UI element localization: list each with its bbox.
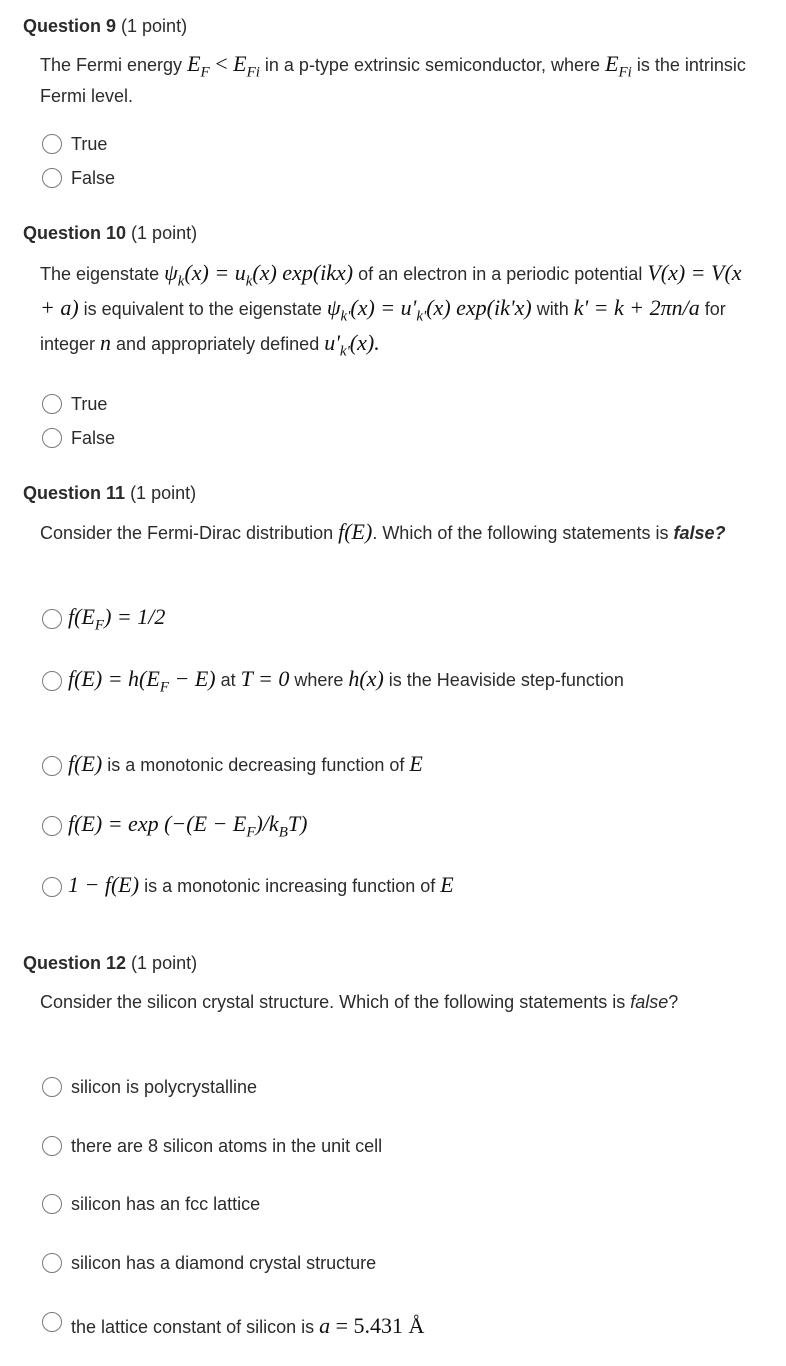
option-e[interactable] [42,873,454,898]
math-expression: − E) [169,666,216,691]
question-text-part: Consider the silicon crystal structure. Which of the following statements is [40,992,631,1012]
math-subscript: Fi [618,64,632,81]
math-expression: u' [324,329,340,355]
math-expression: k' = k + 2πn/a [573,294,700,320]
emphasis-text: false [630,992,669,1012]
math-expression: )/k [255,811,279,836]
math-expression: f(E) = exp (−(E − E [68,811,247,836]
radio-button[interactable] [42,428,62,448]
option-label: silicon is polycrystalline [71,1077,258,1097]
question-text-part: of an electron in a periodic potential [353,264,648,284]
option-true[interactable] [42,132,107,156]
radio-button[interactable] [42,168,62,188]
option-text-part: is a monotonic decreasing function of [102,755,410,775]
math-subscript: F [246,824,256,841]
option-8-atoms[interactable] [42,1134,382,1158]
math-subscript: k' [340,308,351,325]
question-text-part: ? [668,992,679,1012]
radio-button[interactable] [42,609,62,629]
math-subscript: k' [416,308,427,325]
option-label [68,667,708,699]
question-title: Question 12 [23,953,127,973]
math-expression: a [319,1313,331,1338]
option-label: silicon has an fcc lattice [71,1194,261,1214]
math-expression: (x) exp(ikx) [252,260,354,285]
question-text-part: for integer [40,298,726,354]
option-label [68,873,454,898]
question-points: (1 point) [130,483,197,503]
radio-button[interactable] [42,1077,62,1097]
math-expression: E [233,51,247,76]
option-polycrystalline[interactable] [42,1075,257,1099]
option-text-part: at [215,670,241,690]
question-12-header [23,953,197,974]
question-text-part: is equivalent to the eigenstate [78,298,327,319]
math-expression: ψ [164,260,178,285]
math-expression: ψ [326,294,341,320]
option-fcc-lattice[interactable] [42,1192,260,1216]
question-text-part: with [531,298,574,319]
option-label: False [71,428,116,448]
option-label: True [71,134,108,154]
option-a[interactable] [42,605,165,637]
question-text-part: is the intrinsic Fermi level. [40,55,746,107]
question-text-part: Consider the Fermi-Dirac distribution [40,523,339,543]
math-expression: = 5.431 Å [330,1313,425,1338]
question-9-text [40,52,760,108]
emphasis-text: false? [673,523,726,543]
math-subscript: F [159,679,169,696]
math-subscript: B [278,824,288,841]
math-operator: < [209,51,234,76]
question-11-text [40,520,760,545]
math-expression: (x) = u [184,260,246,285]
option-false[interactable] [42,166,115,190]
option-label: False [71,168,116,188]
math-expression: E [605,51,619,76]
question-text-part: . Which of the following statements is [372,523,674,543]
radio-button[interactable] [42,1194,62,1214]
option-label: True [71,394,108,414]
math-expression: T) [287,811,308,836]
math-expression: n [100,329,112,355]
question-points: (1 point) [131,223,198,243]
question-12-text [40,990,760,1014]
math-expression: T = 0 [240,666,290,691]
radio-button[interactable] [42,671,62,691]
option-lattice-constant[interactable] [42,1310,424,1339]
question-10-header [23,223,197,244]
option-label [68,752,423,777]
math-expression: E [187,51,201,76]
option-label: silicon has a diamond crystal structure [71,1253,377,1273]
radio-button[interactable] [42,756,62,776]
math-subscript: Fi [246,64,260,81]
option-text-part: is a monotonic increasing function of [139,876,441,896]
question-text-part: The Fermi energy [40,55,188,75]
option-label [68,605,165,637]
option-text-part: where [289,670,349,690]
radio-button[interactable] [42,394,62,414]
math-subscript: k' [339,343,350,360]
option-label: there are 8 silicon atoms in the unit cell [71,1136,383,1156]
option-text-part: the lattice constant of silicon is [71,1317,320,1337]
question-text-part: and appropriately defined [111,333,325,354]
radio-button[interactable] [42,1253,62,1273]
radio-button[interactable] [42,134,62,154]
math-expression: h(x) [348,666,384,691]
math-expression: V(x) = V(x + a) [40,260,742,320]
question-points: (1 point) [121,16,188,36]
math-expression: f(E) = h(E [68,666,160,691]
math-subscript: k [245,273,253,290]
math-expression: E [409,751,423,776]
question-10-text [40,260,760,365]
radio-button[interactable] [42,816,62,836]
option-false[interactable] [42,426,115,450]
math-subscript: F [94,617,105,634]
math-expression: ) = 1/2 [104,604,166,629]
math-expression: f(E) [338,519,373,544]
question-points: (1 point) [131,953,198,973]
math-expression: (x) exp(ik'x) [426,294,532,320]
question-title: Question 10 [23,223,127,243]
radio-button[interactable] [42,1136,62,1156]
option-label [71,1314,424,1339]
math-subscript: k [177,273,185,290]
option-c[interactable] [42,752,423,777]
math-expression: f(E [68,604,95,629]
math-expression: E [440,872,454,897]
option-true[interactable] [42,392,107,416]
option-diamond-structure[interactable] [42,1251,376,1275]
option-b[interactable] [42,667,708,699]
math-expression: (x) = u' [350,294,417,320]
radio-button[interactable] [42,877,62,897]
question-9-header [23,16,187,37]
question-title: Question 11 [23,483,126,503]
math-expression: (x). [349,329,380,355]
question-text-part: The eigenstate [40,264,165,284]
question-11-header [23,483,196,504]
math-expression: 1 − f(E) [68,872,140,897]
option-d[interactable] [42,812,307,844]
question-text-part: in a p-type extrinsic semiconductor, where [259,55,606,75]
question-title: Question 9 [23,16,117,36]
math-subscript: F [200,64,210,81]
option-text-part: is the Heaviside step-function [383,670,624,690]
radio-button[interactable] [42,1312,62,1332]
math-expression: f(E) [68,751,103,776]
option-label [68,812,307,844]
